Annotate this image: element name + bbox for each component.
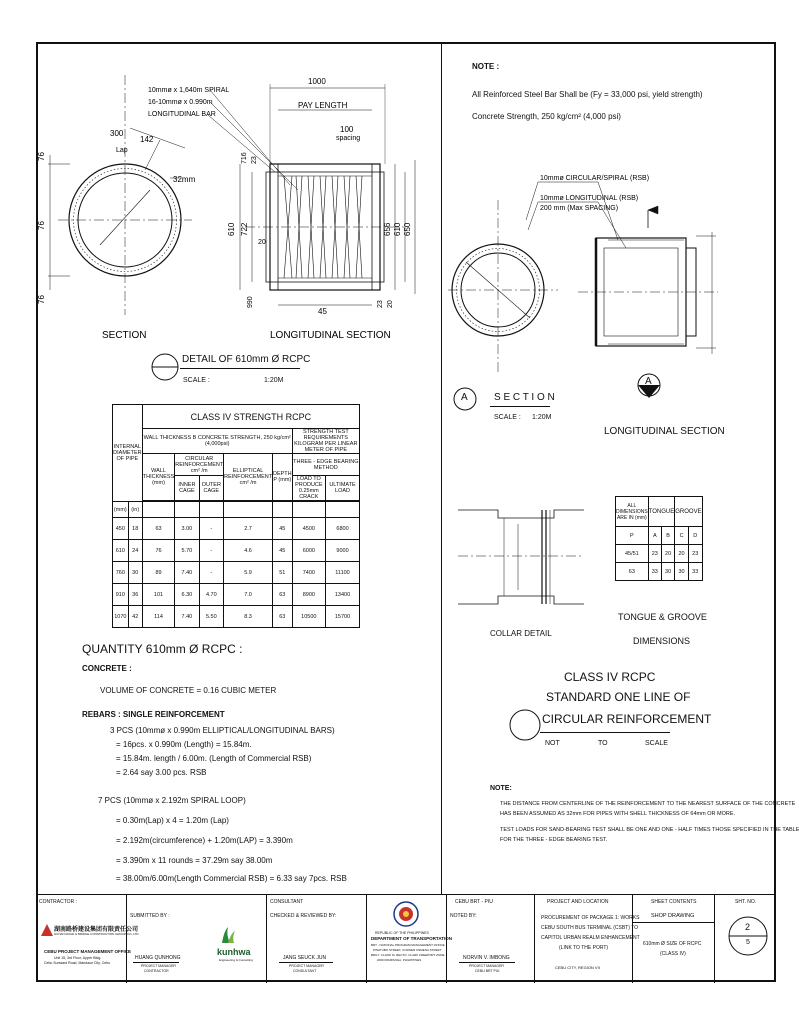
note2-line: TEST LOADS FOR SAND-BEARING TEST SHALL BE ONE AND ONE - HALF TIMES THOSE SPECIFIED IN THE TABLE [500, 827, 799, 833]
section-title: S E C T I O N [494, 392, 555, 403]
rebars-header: REBARS : SINGLE REINFORCEMENT [82, 710, 225, 719]
contractor-logo [40, 923, 54, 937]
checked-role: PROJECT MANAGER [289, 964, 324, 968]
th-internal-diameter: INTERNAL DIAMETER OF PIPE [113, 405, 143, 501]
dim-label: 76 [37, 152, 46, 161]
rebar-line: = 2.192m(circumference) + 1.20m(LAP) = 3.390m [116, 836, 293, 845]
dim-label: PAY LENGTH [298, 101, 348, 110]
table-row: 910 36 101 6.30 4.70 7.0 63 8900 13400 [113, 584, 360, 606]
note-line: Concrete Strength, 250 kg/cm² (4,000 psi) [472, 112, 621, 121]
rebar-line: 7 PCS (10mmø x 2.192m SPIRAL LOOP) [98, 796, 246, 805]
tongue-groove-table: ALL DIMENSIONS ARE IN (mm) TONGUE GROOVE P A B C D 45/51 23 20 20 23 63 33 30 30 33 [615, 496, 703, 581]
table-row: 1070 42 114 7.40 5.50 8.3 63 10500 15700 [113, 606, 360, 628]
detail-underline [180, 368, 300, 369]
dim-label: 722 [240, 222, 249, 236]
kunhwa-logo: kunhwa [217, 947, 251, 957]
project-line: CAPITOL URBAN REALM ENHANCEMENT [541, 935, 640, 941]
strength-table [112, 404, 360, 628]
th-strength: STRENGTH TEST REQUIREMENTS KILOGRAM PER LINEAR METER OF PIPE [292, 429, 359, 454]
consultant-label: CONSULTANT [270, 899, 304, 905]
submitted-label: SUBMITTED BY : [130, 913, 170, 919]
dim-label: 656 [383, 222, 392, 236]
callout: LONGITUDINAL BAR [148, 111, 216, 118]
std-title: STANDARD ONE LINE OF [546, 690, 691, 704]
th-elliptical: ELLIPTICAL REINFORCEMENT cm² /m [224, 454, 273, 501]
submitted-name: HUANG QUNHONG [135, 955, 181, 961]
th-depth: DEPTH P (mm) [272, 454, 292, 501]
collar-detail-label: COLLAR DETAIL [490, 629, 552, 638]
std-title: CLASS IV RCPC [564, 670, 656, 684]
noted-underline [459, 962, 515, 963]
th-wall-thickness: WALL THICKNESS (mm) [142, 454, 174, 501]
concrete-header: CONCRETE : [82, 664, 132, 673]
dim-label: 32mm [173, 175, 196, 184]
note-header: NOTE : [472, 62, 500, 71]
rebar-line: 3 PCS (10mmø x 0.990m ELLIPTICAL/LONGITUDINAL BARS) [110, 726, 335, 735]
note2-line: THE DISTANCE FROM CENTERLINE OF THE REINFORCEMENT TO THE NEAREST SURFACE OF THE CONCRETE [500, 801, 796, 807]
contractor-name-cn: 湖南路桥建设集团有限责任公司 [54, 927, 139, 933]
project-line: PROCUREMENT OF PACKAGE 1: WORKS [541, 915, 640, 921]
table-row: 450 18 63 3.00 - 2.7 45 4500 6800 [113, 518, 360, 540]
th-load: LOAD TO PRODUCE 0.25mm CRACK [292, 476, 325, 501]
dim-label: 716 [241, 152, 248, 164]
dim-label: 100 [340, 125, 354, 134]
tongue-groove-label: TONGUE & GROOVE [618, 612, 707, 622]
section-label: SECTION [102, 330, 147, 341]
dim-label: 300 [110, 129, 124, 138]
kunhwa-sub: Engineering & Consulting [219, 958, 253, 962]
dim-label: 610 [393, 222, 402, 236]
note2-line: HAS BEEN ASSUMED AS 32mm FOR PIPES WITH SHELL THICKNESS OF 64mm OR MORE. [500, 811, 736, 817]
dept-line: REPUBLIC OF THE PHILIPPINES [375, 931, 429, 935]
dim-label: 142 [140, 135, 154, 144]
th-three-edge: THREE - EDGE BEARING METHOD [292, 454, 359, 476]
section-scale-label: SCALE : [494, 414, 521, 421]
dim-label: 45 [318, 307, 327, 316]
right-drawings [448, 170, 738, 385]
detail-scale-label: SCALE : [183, 377, 210, 384]
dim-label: 610 [227, 222, 236, 236]
section-scale-value: 1:20M [532, 414, 552, 421]
submitted-underline [133, 962, 179, 963]
th-groove: GROOVE [675, 497, 702, 527]
concrete-line: VOLUME OF CONCRETE = 0.16 CUBIC METER [100, 686, 277, 695]
dotr-seal-icon [393, 901, 419, 927]
rebar-line: = 2.64 say 3.00 pcs. RSB [116, 768, 207, 777]
cpmo: CEBU PROJECT MANAGEMENT OFFICE [44, 949, 132, 954]
long-section-label-right: LONGITUDINAL SECTION [604, 426, 725, 437]
dept-line: BRT - NATIONAL PROGRAM MANAGEMENT OFFICE [371, 943, 445, 947]
callout: 10mmø CIRCULAR/SPIRAL (RSB) [540, 175, 650, 182]
sheet-contents-header: SHEET CONTENTS [651, 899, 697, 905]
callout: 200 mm (Max SPACING) [540, 205, 619, 212]
note2-header: NOTE: [490, 785, 512, 792]
noted-role: PROJECT MANAGER [469, 964, 504, 968]
dim-label: 1000 [308, 77, 326, 86]
section-tag: A [461, 392, 468, 403]
dim-label: Lap [116, 147, 128, 154]
cpmo-addr: Cebu Sunward Road, Mandaue City, Cebu [44, 961, 111, 965]
dept-line: DEPARTMENT OF TRANSPORTATION [371, 936, 452, 941]
left-drawings [37, 60, 440, 350]
project-location: CEBU CITY, REGION VII [555, 965, 600, 970]
th-outer: OUTER CAGE [199, 476, 224, 501]
contractor-name-en: HUNAN ROAD & BRIDGE CONSTRUCTION GROUP CO.,LTD. [54, 932, 140, 936]
sheet-desc: 610mm Ø SIZE OF RCPC [643, 941, 702, 947]
std-scale: SCALE [645, 740, 668, 747]
dept-line: BRGY. CLARO M. RECTO, CLARK FREEPORT ZONE [371, 953, 445, 957]
th-tongue: TONGUE [648, 497, 675, 527]
detail-scale-value: 1:20M [264, 377, 284, 384]
sheet-type-underline [633, 922, 715, 923]
note-line: All Reinforced Steel Bar Shall be (Fy = 33,000 psi, yield strength) [472, 90, 703, 99]
std-symbol [508, 708, 542, 742]
submitted-org: CONTRACTOR [144, 969, 169, 973]
callout: 10mmø x 1,640m SPIRAL [148, 87, 230, 94]
dim-label: 20 [387, 300, 394, 308]
th-circular: CIRCULAR REINFORCEMENT cm² /m [175, 455, 224, 474]
project-header: PROJECT AND LOCATION [547, 899, 609, 905]
collar-detail-drawing [458, 504, 584, 616]
detail-symbol [150, 352, 180, 382]
noted-name: NORVIN V. IMBONG [463, 955, 510, 961]
detail-title: DETAIL OF 610mm Ø RCPC [182, 354, 311, 365]
project-line: (LINK TO THE PORT) [559, 945, 609, 951]
table-row: 45/51 23 20 20 23 [616, 545, 703, 563]
dim-label: 990 [247, 296, 254, 308]
project-line: CEBU SOUTH BUS TERMINAL (CSBT) TO [541, 925, 639, 931]
sheet-type: SHOP DRAWING [651, 913, 695, 919]
std-to: TO [598, 740, 608, 747]
std-not: NOT [545, 740, 560, 747]
pipe-longitudinal-view [208, 84, 415, 305]
tongue-groove-label: DIMENSIONS [633, 636, 691, 646]
dim-label: 23 [251, 156, 258, 164]
dim-label: 20 [258, 239, 266, 246]
dim-label: spacing [336, 135, 361, 142]
checked-org: CONSULTANT [293, 969, 317, 973]
dim-label: 76 [37, 221, 46, 230]
kunhwa-logo-icon [220, 925, 236, 945]
section-underline [490, 406, 550, 407]
dim-label: 23 [377, 300, 384, 308]
cpmo-addr: Unit 15, 3rd Floor, Upper Bldg. [54, 956, 102, 960]
checked-underline [279, 962, 333, 963]
piu-header: CEBU BRT - PIU [455, 899, 493, 905]
table-title: CLASS IV STRENGTH RCPC [142, 405, 359, 429]
note2-line: FOR THE THREE - EDGE BEARING TEST. [500, 837, 608, 843]
checked-label: CHECKED & REVIEWED BY: [270, 913, 337, 919]
title-block [36, 894, 776, 983]
th-inner: INNER CAGE [175, 476, 199, 501]
cut-marker-tag: A [645, 376, 652, 387]
sht-no-header: SHT. NO. [735, 899, 757, 905]
contractor-label: CONTRACTOR : [39, 899, 77, 905]
unit-row: (mm) (in) [113, 502, 360, 518]
rebar-line: = 3.390m x 11 rounds = 37.29m say 38.00m [116, 856, 273, 865]
submitted-role: PROJECT MANAGER [141, 964, 176, 968]
sht-no: 2 [745, 922, 751, 932]
longitudinal-section-label: LONGITUDINAL SECTION [270, 330, 391, 341]
rebar-line: = 15.84m. length / 6.00m. (Length of Commercial RSB) [116, 754, 312, 763]
table-row: 63 33 30 30 33 [616, 563, 703, 581]
sht-total: 5 [746, 939, 750, 946]
table-row: 610 24 76 5.70 - 4.6 45 6000 9000 [113, 540, 360, 562]
dim-label: 650 [403, 222, 412, 236]
th-wall: WALL THICKNESS B CONCRETE STRENGTH, 250 kg/cm² (4,000psi) [142, 429, 292, 454]
th-ultimate: ULTIMATE LOAD [326, 476, 360, 501]
table-row: 760 30 89 7.40 - 5.9 51 7400 11100 [113, 562, 360, 584]
noted-org: CEBU BRT PIU [475, 969, 500, 973]
std-underline [540, 732, 670, 733]
dept-line: PINATUBO STREET, CORNER OSMENA STREET [373, 948, 442, 952]
rebar-line: = 16pcs. x 0.990m (Length) = 15.84m. [116, 740, 252, 749]
rebar-line: = 0.30m(Lap) x 4 = 1.20m (Lap) [116, 816, 229, 825]
sheet-desc: (CLASS IV) [660, 951, 686, 957]
th-all-dimensions: ALL DIMENSIONS ARE IN (mm) [616, 497, 649, 527]
callout: 10mmø LONGITUDINAL (RSB) [540, 195, 639, 202]
sheet-divider [441, 42, 442, 894]
dept-line: 2009 PAMPANGA, PHILIPPINES [377, 958, 422, 962]
std-title: CIRCULAR REINFORCEMENT [542, 712, 712, 726]
callout: 16-10mmø x 0.990m [148, 99, 213, 106]
rebar-line: = 38.00m/6.00m(Length Commercial RSB) = 6.33 say 7pcs. RSB [116, 874, 347, 883]
quantity-title: QUANTITY 610mm Ø RCPC : [82, 642, 243, 656]
dim-label: 76 [37, 295, 46, 304]
noted-label: NOTED BY: [450, 913, 477, 919]
checked-name: JANG SEUCK JUN [283, 955, 327, 961]
